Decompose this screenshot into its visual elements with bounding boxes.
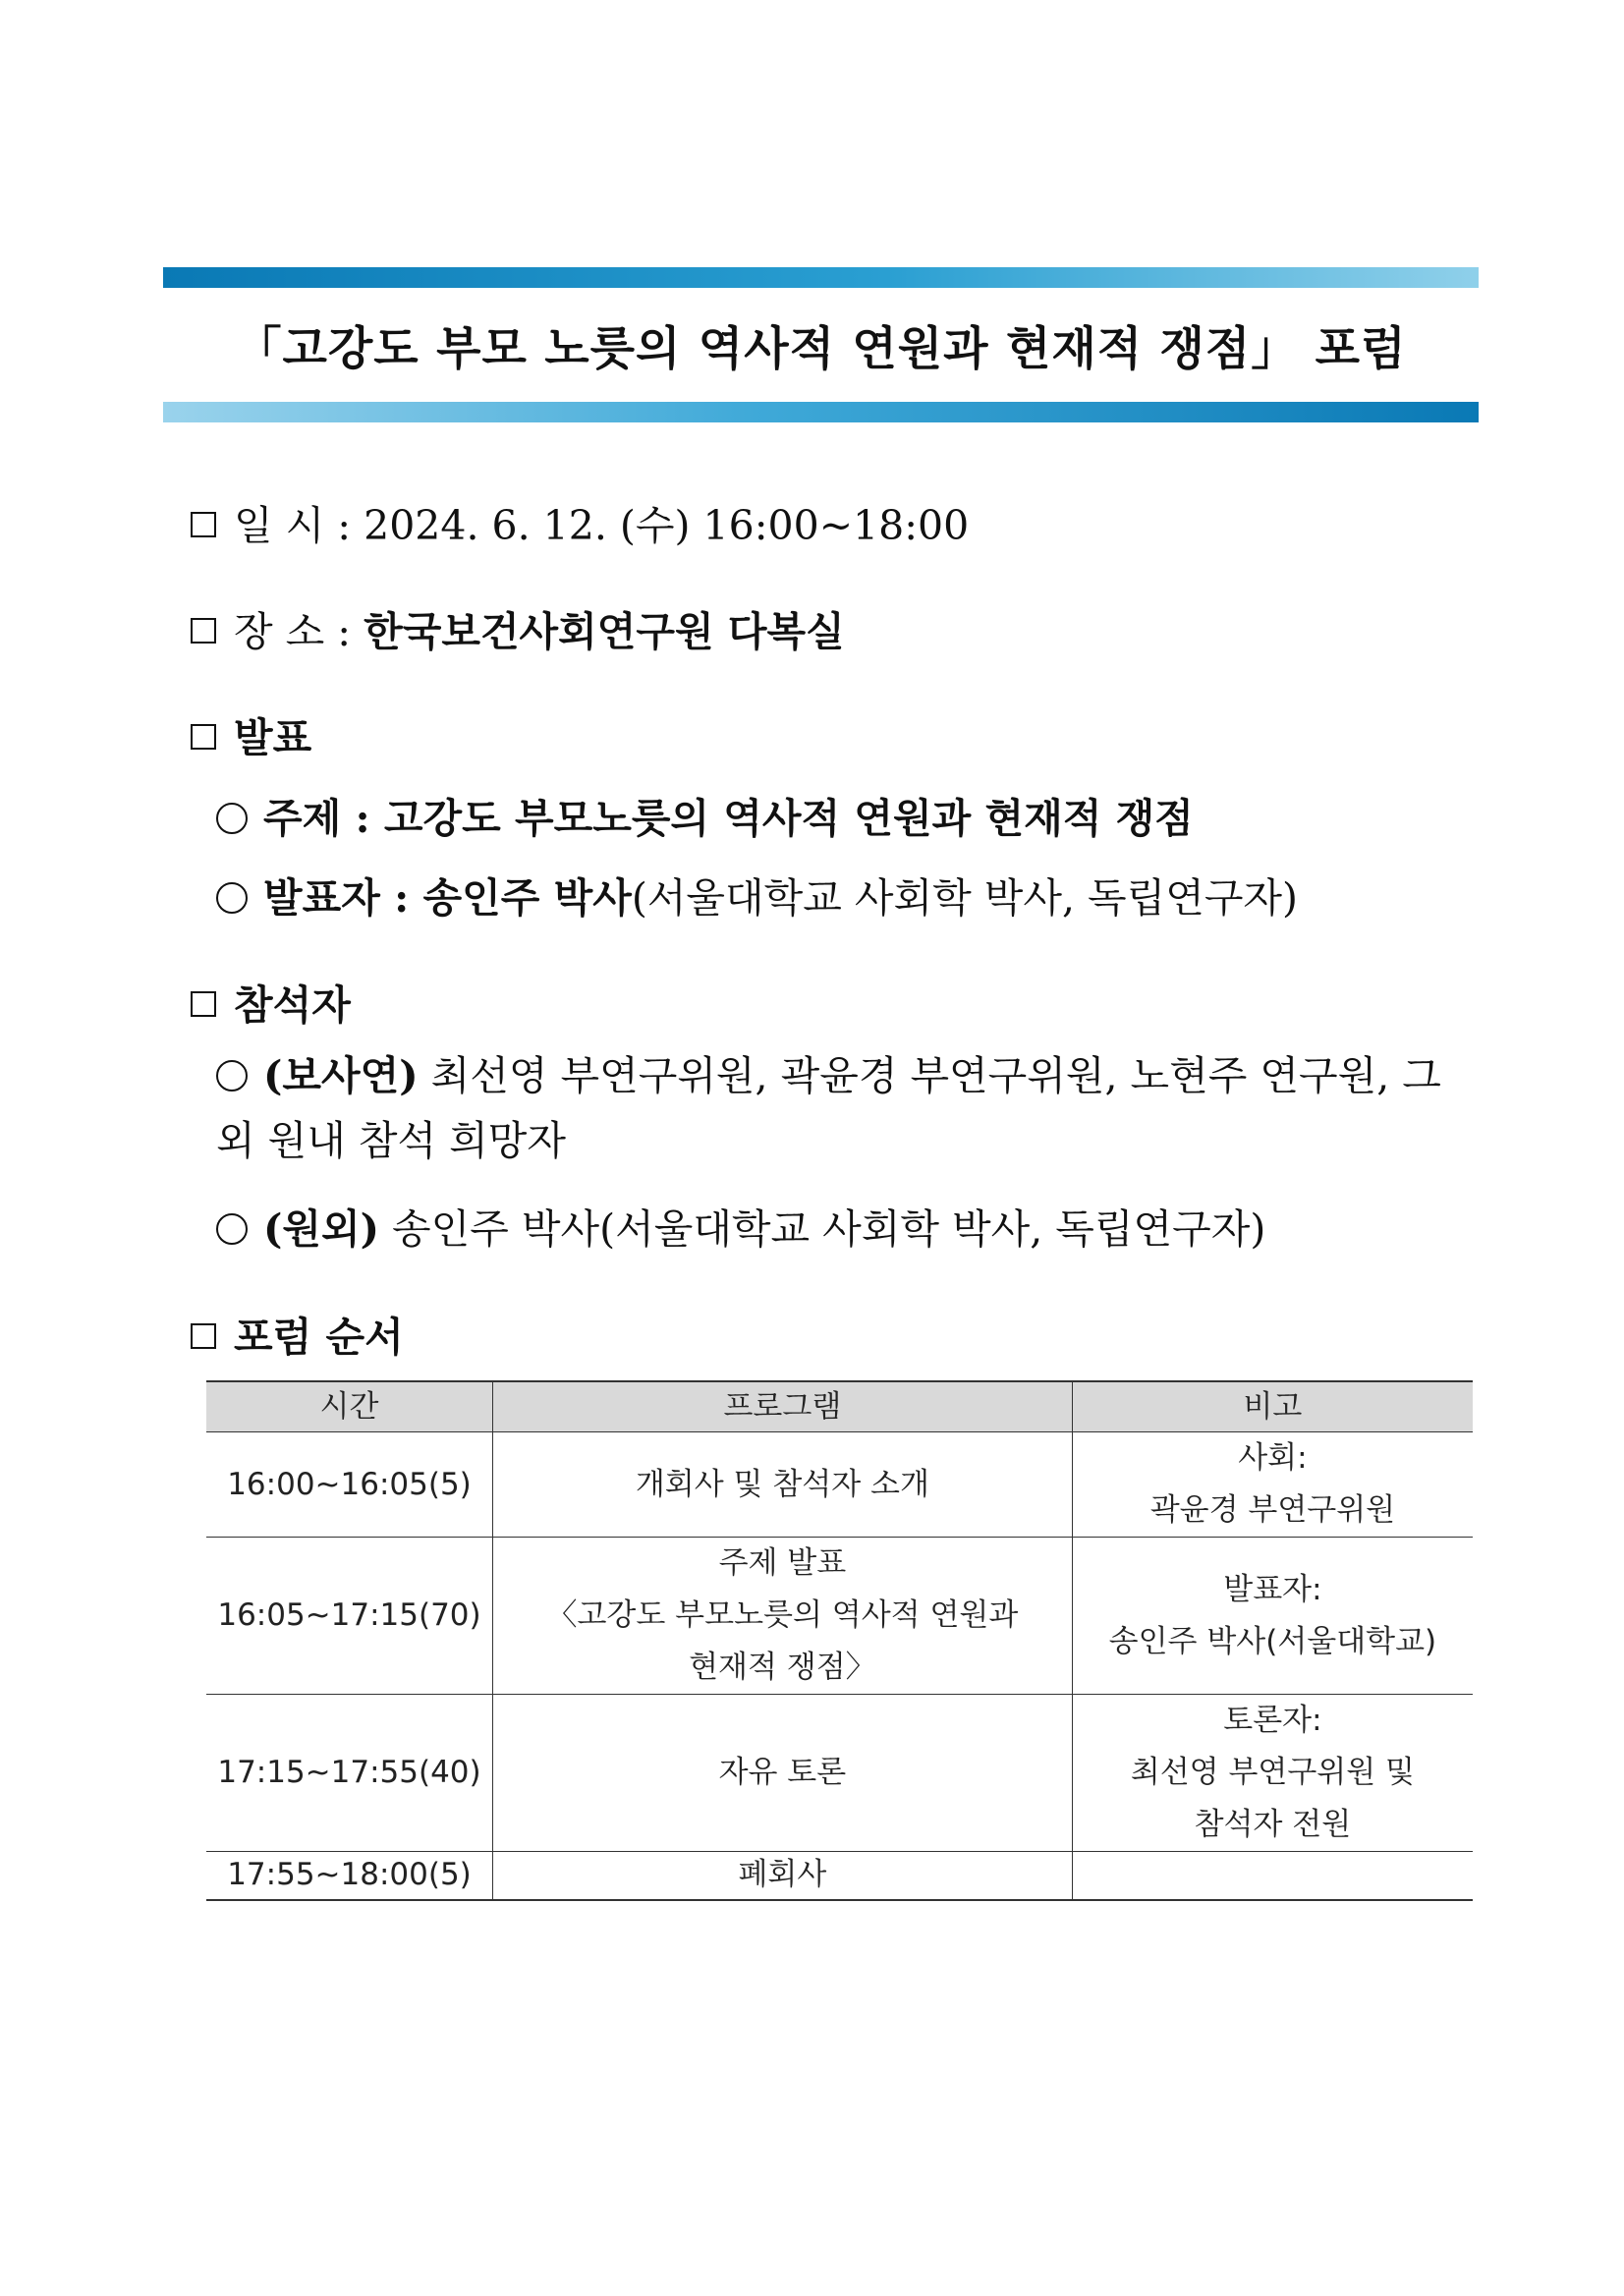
- program-line: 〈고강도 부모노릇의 역사적 연원과: [546, 1597, 1019, 1633]
- checkbox-square-icon: [191, 512, 216, 537]
- presentation-heading: [191, 705, 311, 763]
- checkbox-square-icon: [191, 991, 216, 1017]
- program-line: 현재적 쟁점〉: [689, 1650, 876, 1685]
- program-line: 개회사 및 참석자 소개: [635, 1466, 929, 1502]
- internal-label: (보사연): [263, 1052, 419, 1099]
- circle-bullet-icon: [216, 882, 248, 914]
- datetime-line: [191, 493, 969, 551]
- table-header-row: [206, 1381, 1473, 1432]
- presentation-heading-text: 발표: [234, 714, 312, 761]
- row-program: [492, 1432, 1072, 1538]
- note-line: 참석자 전원: [1194, 1807, 1352, 1842]
- checkbox-square-icon: [191, 618, 216, 644]
- row-time: 17:55~18:00(5): [206, 1852, 492, 1900]
- topic-label: 주제 :: [263, 795, 384, 842]
- row-note: [1072, 1432, 1473, 1538]
- table-row: [206, 1852, 1473, 1900]
- title-top-bar: [163, 267, 1479, 288]
- table-row: [206, 1695, 1473, 1852]
- schedule-heading: [191, 1305, 404, 1363]
- row-time: 17:15~17:55(40): [206, 1695, 492, 1852]
- note-line: 최선영 부연구위원 및: [1130, 1755, 1416, 1790]
- header-program: 프로그램: [492, 1381, 1072, 1432]
- presenter-affil: (서울대학교 사회학 박사, 독립연구자): [631, 874, 1299, 922]
- external-text: 송인주 박사(서울대학교 사회학 박사, 독립연구자): [379, 1205, 1266, 1253]
- attendees-internal: [216, 1043, 1479, 1173]
- row-note: [1072, 1852, 1473, 1900]
- row-program: [492, 1538, 1072, 1695]
- note-line: 사회:: [1238, 1440, 1308, 1476]
- page-title: 「고강도 부모 노릇의 역사적 연원과 현재적 쟁점」 포럼: [235, 322, 1407, 376]
- table-row: [206, 1432, 1473, 1538]
- row-time: 16:05~17:15(70): [206, 1538, 492, 1695]
- schedule-heading-text: 포럼 순서: [234, 1314, 404, 1361]
- header-note: 비고: [1072, 1381, 1473, 1432]
- row-program: [492, 1852, 1072, 1900]
- presenter-label: 발표자 :: [263, 874, 423, 922]
- program-line: 자유 토론: [718, 1755, 847, 1790]
- row-program: [492, 1695, 1072, 1852]
- program-line: 폐회사: [738, 1857, 827, 1893]
- presentation-topic-line: [216, 786, 1194, 844]
- checkbox-square-icon: [191, 1323, 216, 1349]
- checkbox-square-icon: [191, 724, 216, 750]
- program-line: 주제 발표: [718, 1545, 847, 1581]
- row-note: [1072, 1538, 1473, 1695]
- title-bottom-bar: [163, 402, 1479, 422]
- topic-value: 고강도 부모노릇의 역사적 연원과 현재적 쟁점: [383, 795, 1194, 842]
- attendees-external: [216, 1197, 1265, 1255]
- venue-label: 장 소 :: [234, 608, 364, 655]
- header-time: 시간: [206, 1381, 492, 1432]
- circle-bullet-icon: [216, 1213, 248, 1245]
- circle-bullet-icon: [216, 1060, 248, 1092]
- presenter-name: 송인주 박사: [422, 874, 632, 922]
- circle-bullet-icon: [216, 803, 248, 834]
- datetime-value: 2024. 6. 12. (수) 16:00~18:00: [364, 502, 970, 549]
- row-time: 16:00~16:05(5): [206, 1432, 492, 1538]
- attendees-heading: [191, 973, 351, 1031]
- schedule-table: [206, 1380, 1473, 1901]
- external-label: (원외): [263, 1205, 380, 1253]
- internal-text: 최선영 부연구위원, 곽윤경 부연구위원, 노현주 연구원, 그 외 원내 참석 희망자: [216, 1052, 1441, 1164]
- row-note: [1072, 1695, 1473, 1852]
- venue-line: [191, 599, 845, 657]
- presenter-line: [216, 866, 1298, 924]
- venue-value: 한국보건사회연구원 다복실: [364, 608, 845, 655]
- attendees-heading-text: 참석자: [234, 981, 351, 1029]
- note-line: 토론자:: [1223, 1703, 1322, 1738]
- table-row: [206, 1538, 1473, 1695]
- datetime-label: 일 시 :: [234, 502, 364, 549]
- note-line: 곽윤경 부연구위원: [1149, 1492, 1396, 1528]
- note-line: 송인주 박사(서울대학교): [1108, 1623, 1437, 1659]
- note-line: 발표자:: [1223, 1571, 1322, 1607]
